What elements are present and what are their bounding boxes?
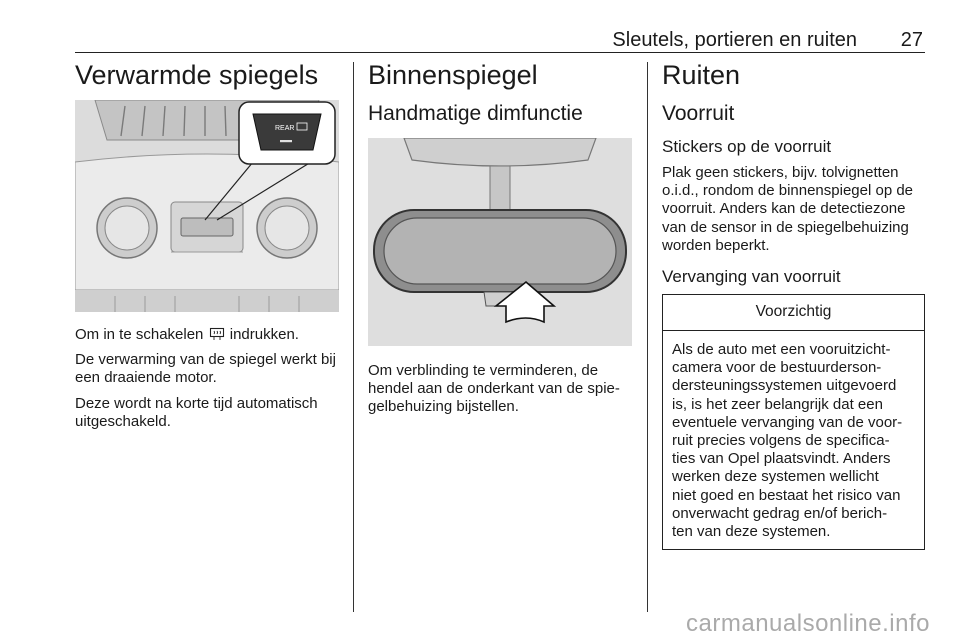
caution-box bbox=[662, 294, 925, 550]
column-divider-2 bbox=[647, 62, 648, 612]
column-heated-mirrors bbox=[75, 58, 343, 431]
subsubheading-replacement: Vervanging van voorruit bbox=[662, 267, 841, 287]
heading-heated-mirrors: Verwarmde spiegels bbox=[75, 60, 319, 90]
heated-mirror-figure bbox=[75, 100, 339, 312]
paragraph-reduce-glare: Om verblinding te verminderen, de hendel aan de onderkant van de spie- gelbehuizing bijstellen. bbox=[368, 362, 620, 416]
subheading-manual-dimming: Handmatige dimfunctie bbox=[368, 102, 583, 125]
column-interior-mirror bbox=[368, 58, 636, 417]
column-windows bbox=[662, 58, 925, 550]
column-divider-1 bbox=[353, 62, 354, 612]
paragraph-engine-running: De verwarming van de spiegel werkt bij een draaiende motor. bbox=[75, 351, 336, 387]
page-header bbox=[75, 28, 925, 53]
heading-interior-mirror: Binnenspiegel bbox=[368, 60, 538, 90]
heated-mirror-icon bbox=[209, 327, 225, 341]
subsubheading-stickers: Stickers op de voorruit bbox=[662, 137, 832, 156]
caution-text: Als de auto met een vooruitzicht- camera voor de bestuurderson- dersteuningssystemen uitgevoerd is, is het zeer belangrijk dat een eventuele vervanging van de voor- ruit precies volgens de specifica- ties van Opel plaatsvindt. Anders werken deze systemen wellicht niet goed en bestaat het risico van onverwacht gedrag en/of berich- ten van deze systemen. bbox=[672, 341, 903, 541]
inset-button-label: REAR bbox=[275, 125, 295, 132]
paragraph-switch-on: Om in te schakelen indrukken. bbox=[75, 326, 299, 343]
paragraph-auto-off: Deze wordt na korte tijd automatisch uitgeschakeld. bbox=[75, 394, 318, 430]
watermark: carmanualsonline.info bbox=[686, 610, 930, 637]
page-number: 27 bbox=[900, 29, 923, 51]
running-title: Sleutels, portieren en ruiten bbox=[612, 29, 857, 51]
heading-windows: Ruiten bbox=[662, 60, 741, 90]
caution-title: Voorzichtig bbox=[663, 295, 924, 331]
paragraph-stickers: Plak geen stickers, bijv. tolvignetten o.i.d., rondom de binnenspiegel op de voorruit. Anders kan de detectiezone van de sensor in de spiegelbehuizing worden beperkt. bbox=[662, 164, 914, 254]
subheading-windscreen: Voorruit bbox=[662, 102, 735, 125]
interior-mirror-figure bbox=[368, 138, 632, 346]
